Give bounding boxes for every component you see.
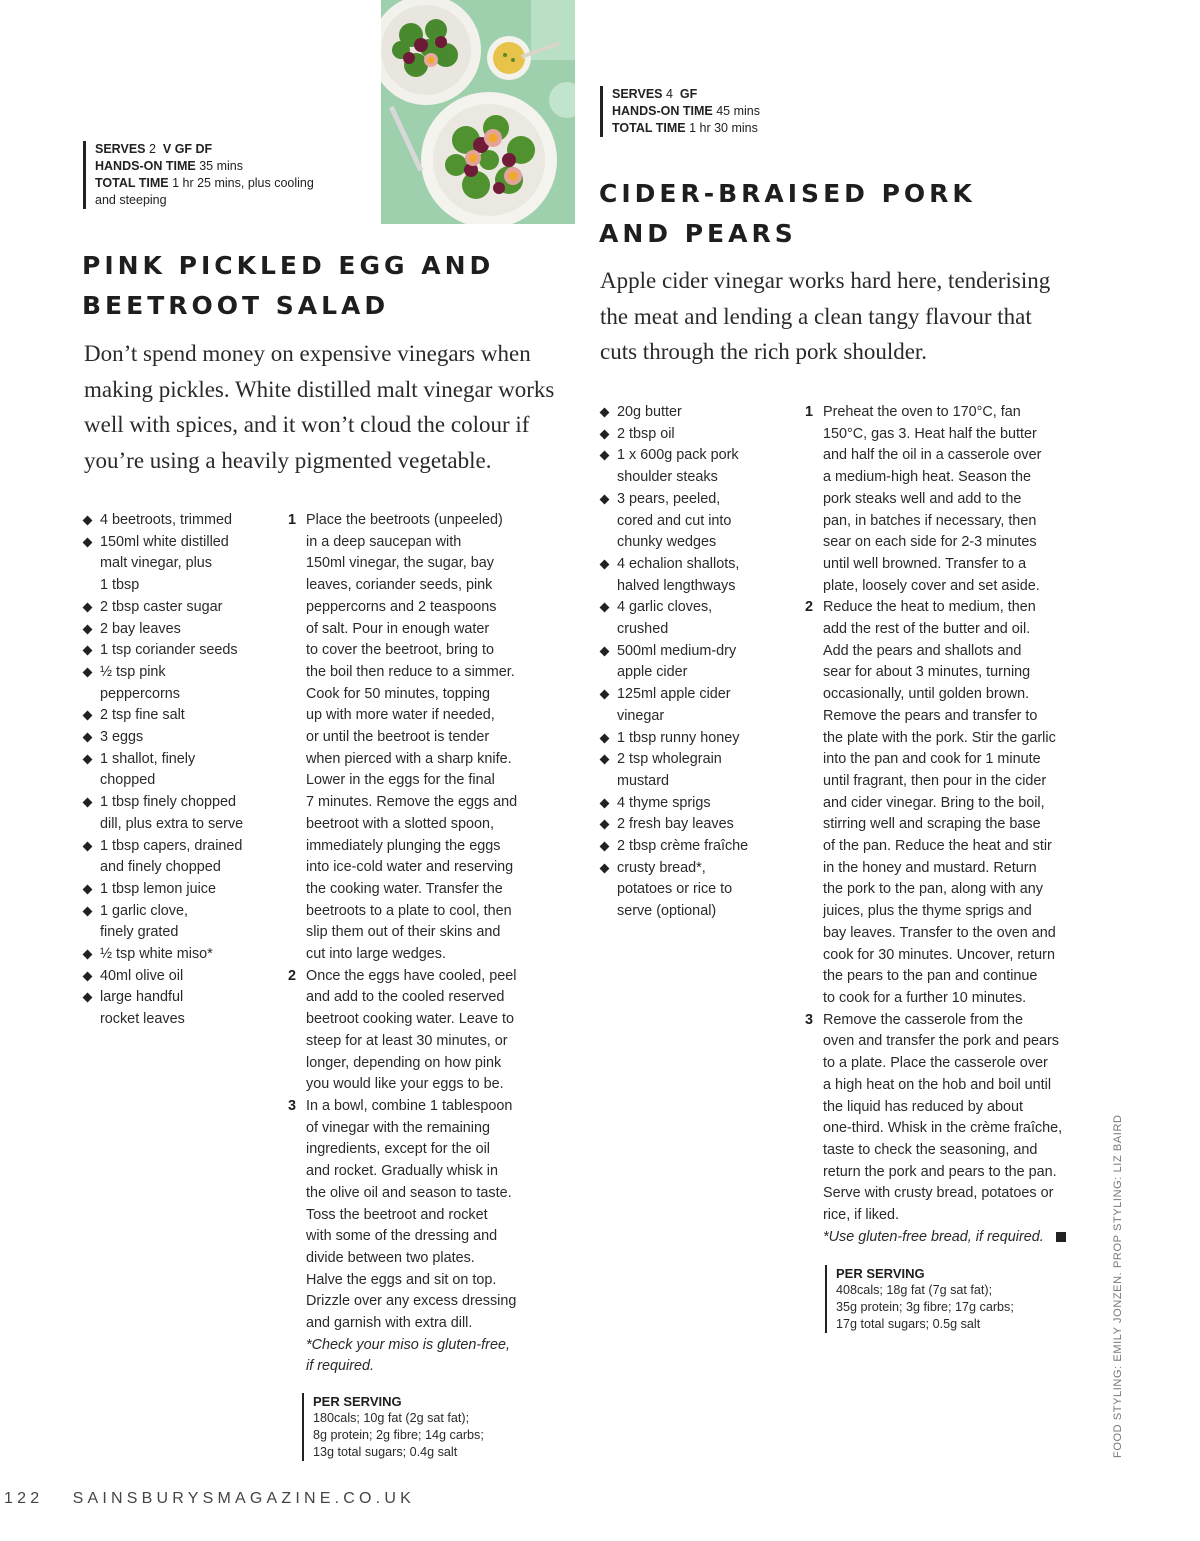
standfirst-line: making pickles. White distilled malt vinegar works (84, 376, 555, 402)
note-line: if required. (306, 1358, 374, 1375)
ingredient-item (83, 879, 283, 901)
ingredient-line: 4 echalion shallots, (617, 555, 740, 572)
title-line: PINK PICKLED EGG AND (82, 251, 495, 280)
ingredient-item (83, 640, 283, 662)
step-line: one-third. Whisk in the crème fraîche, (823, 1120, 1063, 1137)
serves-value: 2 (148, 142, 156, 156)
ingredient-line: 1 x 600g pack pork (617, 447, 739, 464)
ingredient-line: 4 garlic cloves, (617, 599, 713, 616)
step-line: Lower in the eggs for the final (306, 772, 495, 789)
step-line: in a deep saucepan with (306, 533, 462, 550)
ingredient-item (83, 532, 283, 597)
ingredient-line: 3 eggs (100, 729, 144, 746)
step-line: and add to the cooled reserved (306, 989, 505, 1006)
ingredient-line: chopped (100, 772, 156, 789)
hands-on-label: HANDS-ON TIME (612, 104, 713, 118)
right-method (805, 402, 1105, 1248)
ingredient-line: mustard (617, 772, 669, 789)
method-step (288, 510, 568, 966)
step-line: Once the eggs have cooled, peel (306, 967, 517, 984)
step-line: return the pork and pears to the pan. (823, 1163, 1057, 1180)
step-line: and cider vinegar. Bring to the boil, (823, 794, 1045, 811)
standfirst-line: Don’t spend money on expensive vinegars when (84, 341, 531, 366)
ingredient-item (83, 836, 283, 879)
step-line: to cook for a further 10 minutes. (823, 989, 1027, 1006)
step-line: to cover the beetroot, bring to (306, 642, 494, 659)
hands-on-value: 45 mins (716, 104, 760, 118)
total-time-line-2: and steeping (95, 193, 167, 207)
step-line: 150ml vinegar, the sugar, bay (306, 555, 494, 572)
step-line: until fragrant, then pour in the cider (823, 772, 1047, 789)
ingredient-line: 1 tbsp (100, 577, 140, 594)
nutrition-line: 35g protein; 3g fibre; 17g carbs; (836, 1300, 1014, 1314)
ingredient-line: 150ml white distilled (100, 533, 229, 550)
end-square-icon (1056, 1232, 1066, 1242)
total-time-label: TOTAL TIME (95, 176, 169, 190)
ingredient-line: 1 shallot, finely (100, 750, 196, 767)
ingredient-line: 3 pears, peeled, (617, 490, 721, 507)
step-line: slip them out of their skins and (306, 924, 501, 941)
step-line: when pierced with a sharp knife. (306, 750, 512, 767)
step-line: you would like your eggs to be. (306, 1076, 504, 1093)
ingredient-line: ½ tsp white miso* (100, 946, 213, 963)
serves-value: 4 (665, 87, 673, 101)
per-serving-label: PER SERVING (313, 1394, 402, 1409)
step-line: beetroot with a slotted spoon, (306, 815, 494, 832)
ingredient-line: dill, plus extra to serve (100, 815, 244, 832)
serves-label: SERVES (612, 87, 663, 101)
ingredient-line: 1 tbsp capers, drained (100, 837, 243, 854)
step-number: 3 (288, 1097, 297, 1114)
ingredient-item (83, 987, 283, 1030)
step-line: Remove the casserole from the (823, 1011, 1023, 1028)
step-line: until well browned. Transfer to a (823, 555, 1027, 572)
step-line: and rocket. Gradually whisk in (306, 1163, 498, 1180)
page-footer (4, 1490, 415, 1508)
ingredient-item (600, 489, 800, 554)
step-line: sear for about 3 minutes, turning (823, 664, 1031, 681)
ingredient-item (83, 901, 283, 944)
ingredient-line: vinegar (617, 707, 665, 724)
ingredient-line: 4 thyme sprigs (617, 794, 711, 811)
ingredient-item (600, 424, 800, 446)
step-line: peppercorns and 2 teaspoons (306, 598, 497, 615)
ingredient-line: 1 tsp coriander seeds (100, 642, 238, 659)
serves-line (612, 86, 872, 103)
standfirst-line: Apple cider vinegar works hard here, tenderising (600, 268, 1051, 293)
ingredient-line: 2 tbsp oil (617, 425, 675, 442)
step-line: of the pan. Reduce the heat and stir (823, 838, 1052, 855)
ingredient-item (83, 619, 283, 641)
ingredient-line: 1 tbsp lemon juice (100, 880, 216, 897)
nutrition-line: 180cals; 10g fat (2g sat fat); (313, 1411, 470, 1425)
step-line: steep for at least 30 minutes, or (306, 1032, 508, 1049)
step-line: cut into large wedges. (306, 946, 446, 963)
step-line: of salt. Pour in enough water (306, 620, 490, 637)
diet-tags: V GF DF (162, 142, 213, 156)
step-line: Drizzle over any excess dressing (306, 1293, 517, 1310)
step-line: occasionally, until golden brown. (823, 686, 1030, 703)
ingredient-line: 1 tbsp runny honey (617, 729, 740, 746)
ingredient-line: 4 beetroots, trimmed (100, 512, 232, 528)
serves-line (95, 141, 375, 158)
ingredient-item (83, 510, 283, 532)
ingredient-item (600, 793, 800, 815)
ingredient-item (83, 966, 283, 988)
step-line: up with more water if needed, (306, 707, 495, 724)
ingredient-item (83, 662, 283, 705)
standfirst-line: the meat and lending a clean tangy flavour that (600, 303, 1032, 329)
step-line: juices, plus the thyme sprigs and (823, 903, 1032, 920)
salad-photo (381, 0, 575, 224)
ingredient-line: crushed (617, 621, 669, 638)
step-line: the olive oil and season to taste. (306, 1184, 512, 1201)
step-line: stirring well and scraping the base (823, 816, 1041, 833)
step-line: the boil then reduce to a simmer. (306, 663, 515, 680)
step-number: 2 (288, 967, 297, 984)
step-line: pan, in batches if necessary, then (823, 512, 1037, 529)
ingredient-item (83, 944, 283, 966)
ingredient-line: 2 bay leaves (100, 620, 181, 637)
ingredient-line: 2 tbsp caster sugar (100, 598, 223, 615)
step-line: Cook for 50 minutes, topping (306, 685, 490, 702)
step-line: into the pan and cook for 1 minute (823, 751, 1041, 768)
method-step (288, 1096, 568, 1335)
right-standfirst (600, 263, 1100, 370)
step-line: 150°C, gas 3. Heat half the butter (823, 425, 1037, 442)
ingredient-line: large handful (100, 989, 184, 1006)
method-step (805, 1010, 1105, 1227)
ingredient-item (83, 727, 283, 749)
step-line: or until the beetroot is tender (306, 729, 490, 746)
step-line: Add the pears and shallots and (823, 642, 1022, 659)
left-per-serving (302, 1393, 553, 1461)
step-line: Toss the beetroot and rocket (306, 1206, 488, 1223)
step-line: sear on each side for 2-3 minutes (823, 534, 1037, 551)
step-line: Place the beetroots (unpeeled) (306, 512, 503, 528)
step-line: add the rest of the butter and oil. (823, 621, 1031, 638)
step-line: the plate with the pork. Stir the garlic (823, 729, 1056, 746)
total-time-value: 1 hr 30 mins (689, 121, 758, 135)
hands-on-line (612, 103, 872, 120)
ingredient-line: serve (optional) (617, 903, 717, 920)
bread-note (805, 1227, 1105, 1249)
step-line: longer, depending on how pink (306, 1054, 502, 1071)
ingredient-item (600, 402, 800, 424)
site-url: SAINSBURYSMAGAZINE.CO.UK (72, 1490, 415, 1507)
total-time-label: TOTAL TIME (612, 121, 686, 135)
ingredient-line: 2 fresh bay leaves (617, 816, 734, 833)
nutrition-line: 13g total sugars; 0.4g salt (313, 1445, 458, 1459)
ingredient-item (600, 597, 800, 640)
ingredient-item (600, 554, 800, 597)
ingredient-line: 1 tbsp finely chopped (100, 794, 237, 811)
right-ingredients-list (600, 402, 800, 923)
left-standfirst (84, 336, 584, 478)
step-line: a medium-high heat. Season the (823, 469, 1031, 486)
ingredient-item (83, 597, 283, 619)
ingredient-line: shoulder steaks (617, 469, 718, 486)
right-per-serving (825, 1265, 1076, 1333)
step-line: and garnish with extra dill. (306, 1315, 473, 1332)
step-line: In a bowl, combine 1 tablespoon (306, 1097, 513, 1114)
ingredient-line: chunky wedges (617, 534, 717, 551)
ingredient-line: 500ml medium-dry (617, 642, 737, 659)
step-line: rice, if liked. (823, 1207, 899, 1224)
ingredient-line: 40ml olive oil (100, 967, 184, 984)
ingredient-line: ½ tsp pink (100, 663, 166, 680)
step-line: in the honey and mustard. Return (823, 859, 1037, 876)
method-step (805, 597, 1105, 1009)
hands-on-line (95, 158, 375, 175)
step-number: 3 (805, 1011, 814, 1028)
step-line: and half the oil in a casserole over (823, 447, 1042, 464)
step-line: Halve the eggs and sit on top. (306, 1271, 497, 1288)
step-line: the pork to the pan, along with any (823, 881, 1044, 898)
step-line: immediately plunging the eggs (306, 837, 501, 854)
left-ingredients-list (83, 510, 283, 1031)
ingredient-item (83, 792, 283, 835)
method-step (288, 966, 568, 1096)
step-line: divide between two plates. (306, 1249, 475, 1266)
step-line: the liquid has reduced by about (823, 1098, 1024, 1115)
step-line: pork steaks well and add to the (823, 490, 1022, 507)
ingredient-line: halved lengthways (617, 577, 736, 594)
step-line: Reduce the heat to medium, then (823, 599, 1036, 616)
step-line: leaves, coriander seeds, pink (306, 577, 493, 594)
hands-on-label: HANDS-ON TIME (95, 159, 196, 173)
ingredient-line: 20g butter (617, 404, 682, 420)
ingredient-item (83, 749, 283, 792)
ingredient-item (600, 445, 800, 488)
step-line: the cooking water. Transfer the (306, 880, 503, 897)
nutrition-line: 408cals; 18g fat (7g sat fat); (836, 1283, 993, 1297)
ingredient-item (600, 749, 800, 792)
ingredient-line: 1 garlic clove, (100, 902, 188, 919)
note-line: *Use gluten-free bread, if required. (823, 1228, 1044, 1245)
ingredient-line: peppercorns (100, 685, 180, 702)
standfirst-line: you’re using a heavily pigmented vegetable. (84, 447, 492, 473)
ingredient-line: 125ml apple cider (617, 686, 731, 703)
total-time-line (95, 175, 375, 192)
method-step (805, 402, 1105, 597)
miso-note (288, 1335, 568, 1378)
step-line: a high heat on the hob and boil until (823, 1076, 1052, 1093)
title-line: BEETROOT SALAD (82, 291, 390, 320)
step-line: oven and transfer the pork and pears (823, 1033, 1059, 1050)
step-line: taste to check the seasoning, and (823, 1141, 1038, 1158)
step-line: Preheat the oven to 170°C, fan (823, 404, 1021, 420)
ingredient-line: 2 tbsp crème fraîche (617, 838, 749, 855)
step-line: bay leaves. Transfer to the oven and (823, 924, 1056, 941)
left-recipe-title (82, 246, 562, 326)
nutrition-line: 8g protein; 2g fibre; 14g carbs; (313, 1428, 484, 1442)
serves-label: SERVES (95, 142, 146, 156)
total-time-value: 1 hr 25 mins, plus cooling (172, 176, 314, 190)
left-recipe-info (83, 141, 375, 209)
ingredient-line: 2 tsp wholegrain (617, 751, 722, 768)
step-line: into ice-cold water and reserving (306, 859, 514, 876)
right-recipe-info (600, 86, 872, 137)
ingredient-item (83, 705, 283, 727)
step-line: of vinegar with the remaining (306, 1119, 490, 1136)
total-time-line (612, 120, 872, 137)
step-number: 2 (805, 599, 814, 616)
photo-credit: FOOD STYLING: EMILY JONZEN. PROP STYLING: LIZ BAIRD (1112, 1114, 1124, 1458)
step-line: beetroots to a plate to cool, then (306, 902, 512, 919)
standfirst-line: cuts through the rich pork shoulder. (600, 339, 928, 364)
left-method (288, 510, 568, 1378)
step-line: Remove the pears and transfer to (823, 707, 1038, 724)
title-line: CIDER-BRAISED PORK (599, 179, 976, 208)
ingredient-line: rocket leaves (100, 1011, 185, 1028)
step-line: plate, loosely cover and set aside. (823, 577, 1040, 594)
ingredient-item (600, 814, 800, 836)
step-line: the pears to the pan and continue (823, 968, 1038, 985)
ingredient-line: apple cider (617, 664, 688, 681)
ingredient-item (600, 858, 800, 923)
step-line: with some of the dressing and (306, 1228, 498, 1245)
hands-on-value: 35 mins (199, 159, 243, 173)
nutrition-line: 17g total sugars; 0.5g salt (836, 1317, 981, 1331)
step-line: 7 minutes. Remove the eggs and (306, 794, 518, 811)
step-line: to a plate. Place the casserole over (823, 1055, 1048, 1072)
step-line: Serve with crusty bread, potatoes or (823, 1185, 1054, 1202)
right-recipe-title (599, 174, 1079, 254)
ingredient-line: finely grated (100, 924, 179, 941)
ingredient-line: potatoes or rice to (617, 881, 733, 898)
step-line: cook for 30 minutes. Uncover, return (823, 946, 1055, 963)
ingredient-line: crusty bread*, (617, 859, 706, 876)
ingredient-line: and finely chopped (100, 859, 221, 876)
diet-tags: GF (679, 87, 698, 101)
step-line: beetroot cooking water. Leave to (306, 1011, 515, 1028)
step-number: 1 (805, 404, 814, 420)
standfirst-line: well with spices, and it won’t cloud the colour if (84, 412, 530, 437)
ingredient-item (600, 684, 800, 727)
ingredient-line: 2 tsp fine salt (100, 707, 185, 724)
step-line: ingredients, except for the oil (306, 1141, 490, 1158)
ingredient-item (600, 836, 800, 858)
page-number: 122 (4, 1490, 44, 1507)
ingredient-line: malt vinegar, plus (100, 555, 212, 572)
ingredient-item (600, 728, 800, 750)
ingredient-line: cored and cut into (617, 512, 732, 529)
per-serving-label: PER SERVING (836, 1266, 925, 1281)
note-line: *Check your miso is gluten-free, (306, 1336, 510, 1353)
ingredient-item (600, 641, 800, 684)
step-number: 1 (288, 512, 297, 528)
title-line: AND PEARS (599, 219, 797, 248)
